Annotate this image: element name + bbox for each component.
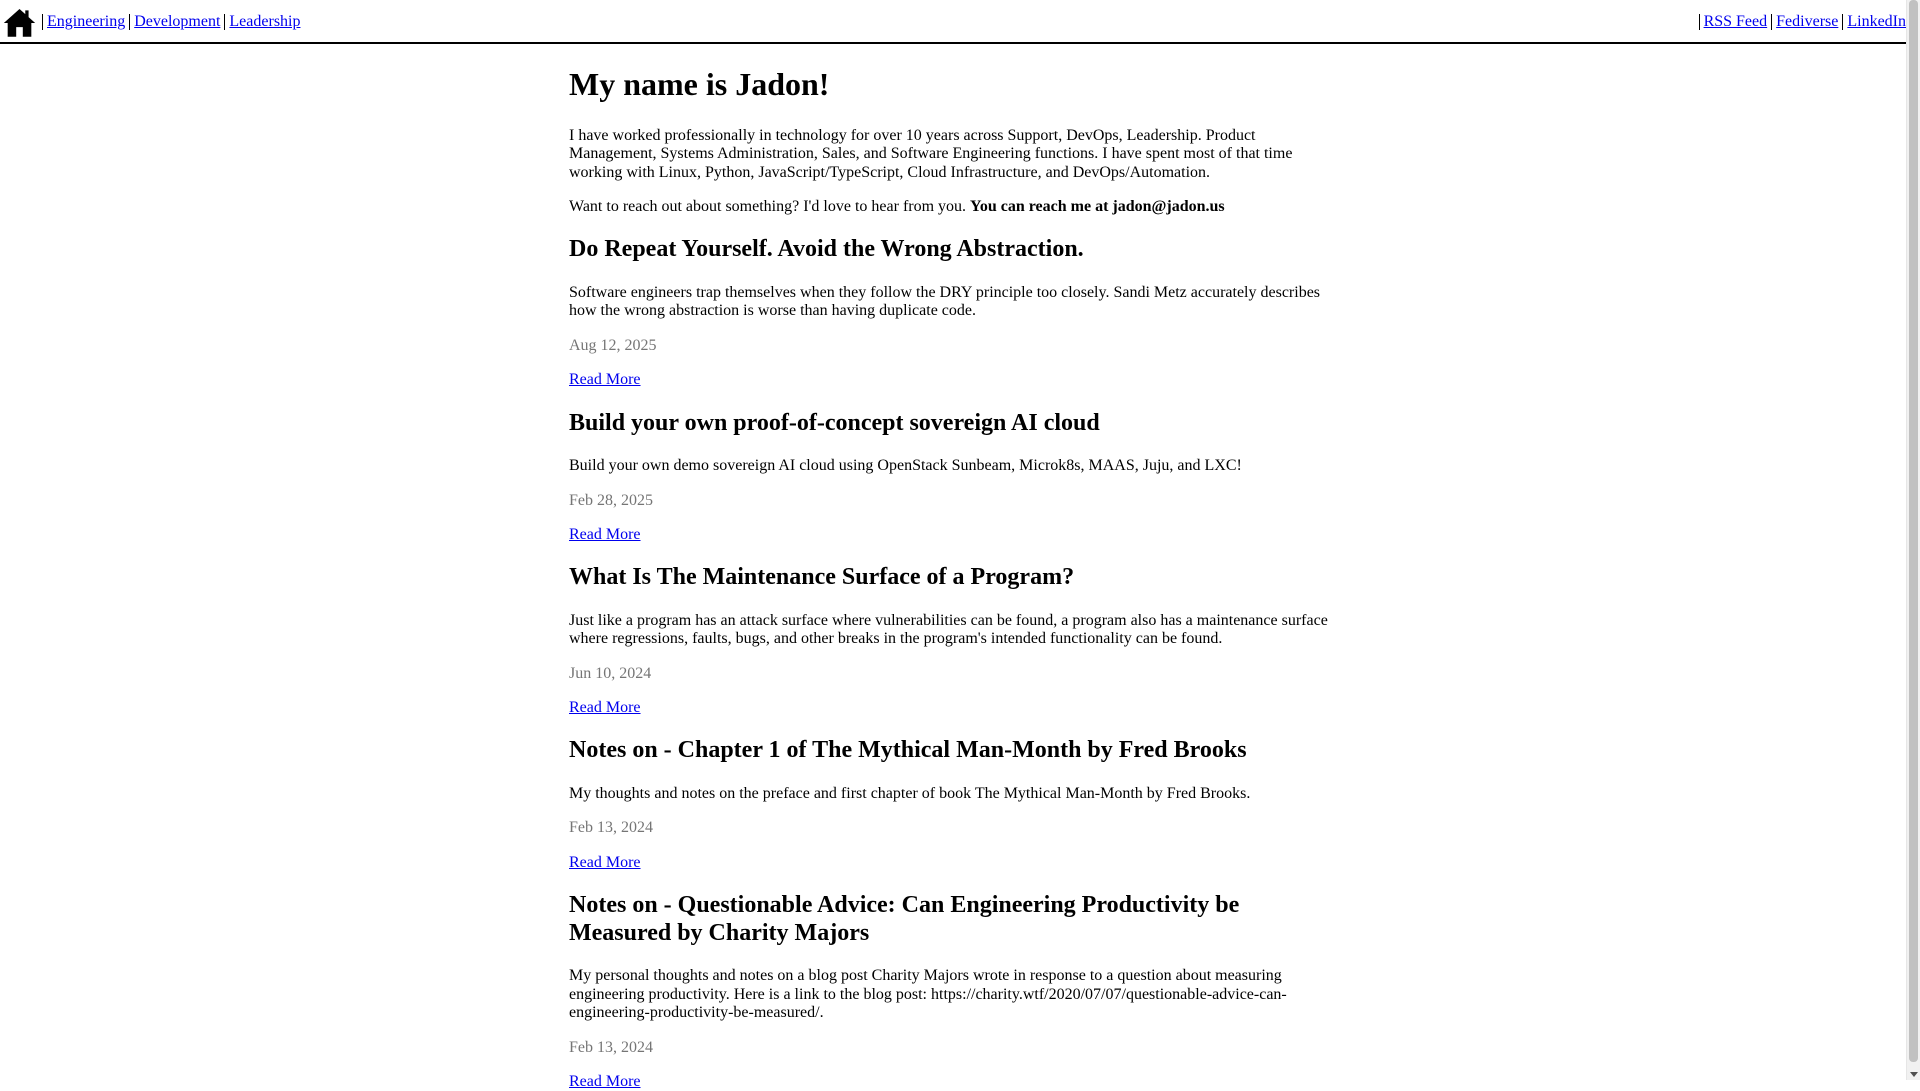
nav-link-fediverse[interactable]: Fediverse <box>1776 12 1839 30</box>
nav-link-linkedin[interactable]: LinkedIn <box>1847 12 1906 30</box>
post-item <box>569 892 1329 1091</box>
nav-left-group <box>3 4 300 40</box>
post-item <box>569 410 1329 545</box>
vertical-scrollbar[interactable] <box>1906 0 1920 1080</box>
post-date: Jun 10, 2024 <box>569 664 652 682</box>
post-date: Aug 12, 2025 <box>569 336 657 354</box>
nav-link-rss-feed[interactable]: RSS Feed <box>1703 12 1768 30</box>
read-more-link[interactable]: Read More <box>569 525 641 543</box>
post-summary: My personal thoughts and notes on a blog post Charity Majors wrote in response to a question about measuring engineering productivity. Here is a link to the blog post: https://charity.wtf/2020/07/07/questionable-advice-can-engineering-productivity-be-measured/. <box>569 967 1287 1022</box>
post-date: Feb 28, 2025 <box>569 491 653 509</box>
nav-divider <box>1699 14 1700 30</box>
nav-divider <box>224 14 225 30</box>
contact-text: Want to reach out about something? I'd love to hear from you. <box>569 197 971 215</box>
read-more-link[interactable]: Read More <box>569 853 641 871</box>
post-summary: Software engineers trap themselves when they follow the DRY principle too closely. Sandi Metz accurately describes how the wrong abstraction is worse than having duplicate code. <box>569 283 1321 320</box>
post-title: Do Repeat Yourself. Avoid the Wrong Abstraction. <box>569 236 1084 263</box>
nav-link-engineering[interactable]: Engineering <box>47 12 126 30</box>
intro-contact <box>569 198 1329 216</box>
top-navigation-bar <box>0 0 1906 44</box>
contact-email: You can reach me at jadon@jadon.us <box>970 197 1225 215</box>
intro-section <box>569 66 1329 216</box>
post-title: Build your own proof-of-concept sovereign AI cloud <box>569 409 1100 436</box>
page-title: My name is Jadon! <box>569 66 830 102</box>
post-title: What Is The Maintenance Surface of a Program? <box>569 564 1075 591</box>
post-item <box>569 564 1329 717</box>
nav-right-group <box>1695 4 1906 40</box>
post-summary: Build your own demo sovereign AI cloud using OpenStack Sunbeam, Microk8s, MAAS, Juju, and LXC! <box>569 457 1242 475</box>
home-icon <box>3 6 36 39</box>
main-content <box>569 44 1329 1091</box>
post-summary: My thoughts and notes on the preface and first chapter of book The Mythical Man-Month by Fred Brooks. <box>569 785 1251 803</box>
nav-divider <box>1842 14 1843 30</box>
post-date: Feb 13, 2024 <box>569 819 653 837</box>
home-link[interactable] <box>3 6 36 39</box>
post-date: Feb 13, 2024 <box>569 1038 653 1056</box>
post-title: Notes on - Chapter 1 of The Mythical Man-Month by Fred Brooks <box>569 737 1247 764</box>
nav-divider <box>42 14 43 30</box>
scrollbar-thumb[interactable] <box>1909 0 1918 1062</box>
read-more-link[interactable]: Read More <box>569 371 641 389</box>
nav-link-leadership[interactable]: Leadership <box>229 12 301 30</box>
post-summary: Just like a program has an attack surface where vulnerabilities can be found, a program also has a maintenance surface where regressions, faults, bugs, and other breaks in the program's intended functionality can be found. <box>569 611 1328 648</box>
nav-link-development[interactable]: Development <box>134 12 221 30</box>
intro-bio: I have worked professionally in technology for over 10 years across Support, DevOps, Leadership. Product Management, Systems Administration, Sales, and Software Engineering functions. I have spent most of that time working with Linux, Python, JavaScript/TypeScript, Cloud Infrastructure, and DevOps/Automation. <box>569 126 1293 181</box>
scroll-down-arrow-icon[interactable] <box>1910 1072 1918 1077</box>
nav-divider <box>1771 14 1772 30</box>
nav-divider <box>129 14 130 30</box>
post-item <box>569 737 1329 872</box>
read-more-link[interactable]: Read More <box>569 699 641 717</box>
post-item <box>569 236 1329 389</box>
post-title: Notes on - Questionable Advice: Can Engineering Productivity be Measured by Charity Majors <box>569 892 1240 946</box>
read-more-link[interactable]: Read More <box>569 1072 641 1090</box>
